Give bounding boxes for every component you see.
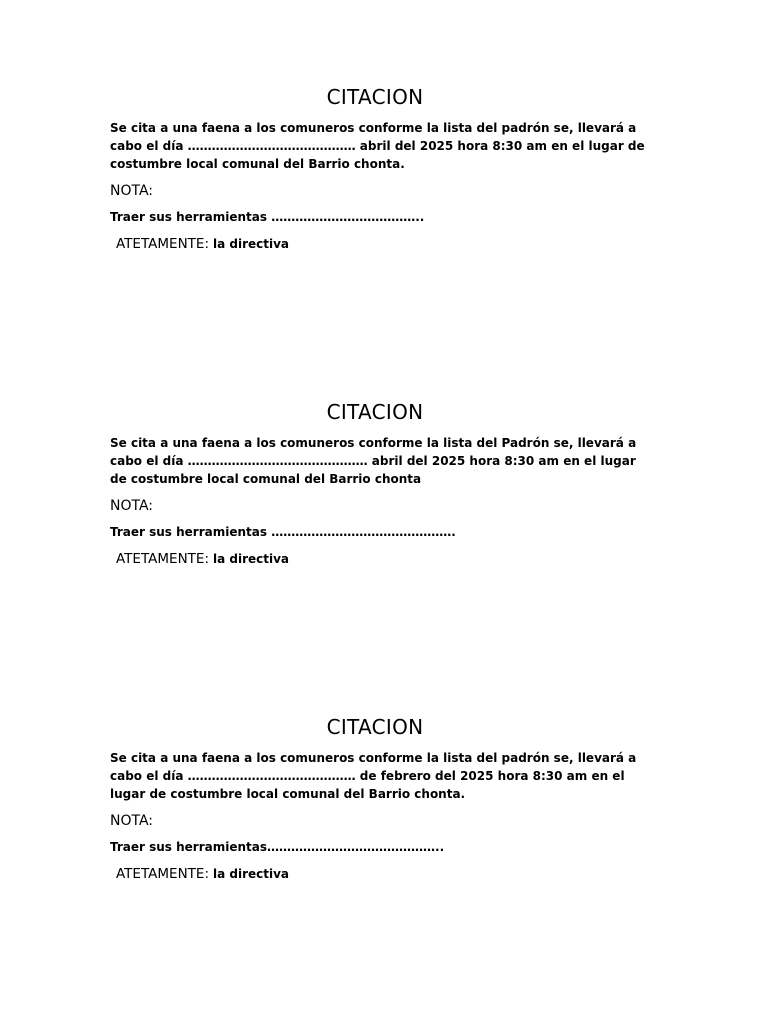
signature-value: la directiva [213, 237, 290, 251]
citation-notice-2 [110, 400, 670, 568]
signature-line [116, 235, 670, 253]
tools-line: Traer sus herramientas…………………………………….. [110, 840, 445, 854]
nota-label: NOTA: [110, 813, 154, 829]
signature-label: ATETAMENTE: [116, 236, 209, 252]
notice-title: CITACION [326, 715, 424, 739]
notice-body: Se cita a una faena a los comuneros conforme la lista del Padrón se, llevará a cabo el día ……………………………………… abril del 2025 hora 8:30 am en el lugar de costumbre local comunal del Barrio chonta [110, 436, 637, 486]
signature-label: ATETAMENTE: [116, 866, 209, 882]
signature-line [116, 550, 670, 568]
notice-title: CITACION [326, 85, 424, 109]
notice-body: Se cita a una faena a los comuneros conforme la lista del padrón se, llevará a cabo el día …………………………………… de febrero del 2025 hora 8:30 am en el lugar de costumbre local comunal del Barrio chonta. [110, 751, 637, 801]
signature-label: ATETAMENTE: [116, 551, 209, 567]
notice-body: Se cita a una faena a los comuneros conforme la lista del padrón se, llevará a cabo el día …………………………………… abril del 2025 hora 8:30 am en el lugar de costumbre local comunal del Barrio chonta. [110, 121, 645, 171]
signature-line [116, 865, 670, 883]
citation-notice-1 [110, 85, 670, 253]
signature-value: la directiva [213, 552, 290, 566]
citation-notice-3 [110, 715, 670, 883]
tools-line: Traer sus herramientas ……………………………….. [110, 210, 425, 224]
signature-value: la directiva [213, 867, 290, 881]
nota-label: NOTA: [110, 183, 154, 199]
nota-label: NOTA: [110, 498, 154, 514]
tools-line: Traer sus herramientas ………………………………………. [110, 525, 456, 539]
notice-title: CITACION [326, 400, 424, 424]
